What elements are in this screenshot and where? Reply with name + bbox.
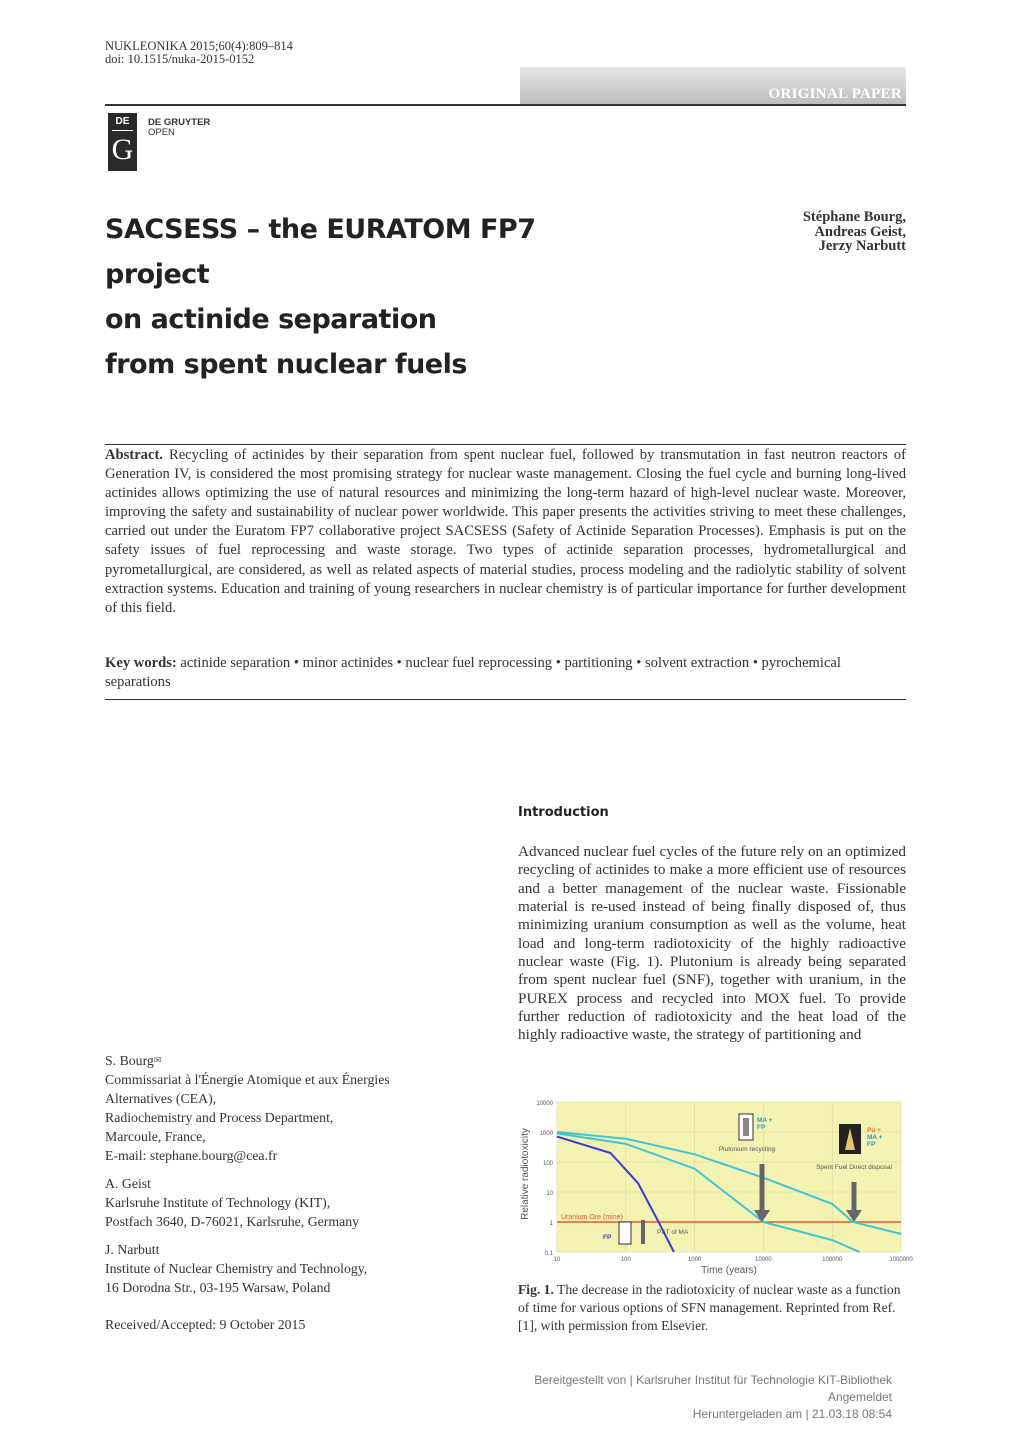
abstract-text: Recycling of actinides by their separation from spent nuclear fuel, followed by transmutation in fast neutron reactors of Generation IV, is considered the most promising strategy for nuclear waste management. Closing the fuel cycle and burning long-lived actinides allows optimizing the use of natural resources and minimizing the long-term hazard of high-level nuclear waste. Moreover, improving the safety and sustainability of nuclear power worldwide. This paper presents the activities striving to meet these challenges, carried out under the Euratom FP7 collaborative project SACSESS (Safety of Actinide Separation Processes). Emphasis is put on the safety issues of fuel reprocessing and waste storage. Two types of actinide separation processes, hydrometallurgical and pyrometallurgical, are considered, as well as related aspects of material studies, process modeling and the radiolytic stability of solvent extraction systems. Education and training of young researchers in nuclear chemistry is of particular importance for further development of this field. <box>105 447 906 616</box>
pt-ma-label: P&T of MA <box>657 1229 689 1236</box>
logo-mark-bottom: G <box>111 133 134 166</box>
pu-ma-fp-label: Pu + <box>867 1127 881 1134</box>
ma-fp-label: MA + <box>757 1117 773 1124</box>
introduction-text: Advanced nuclear fuel cycles of the future rely on an optimized recycling of actinides to make a more efficient use of resources and a better management of the nuclear waste. Fissionable material is re-used instead of being finally disposed of, thus minimizing uranium consumption as well as the volume, heat load and long-term radiotoxicity of the highly radioactive nuclear waste (Fig. 1). Plutonium is already being separated from spent nuclear fuel (SNF), together with uranium, in the PUREX process and recycled into MOX fuel. To provide further reduction of radiotoxicity and the heat load of the highly radioactive waste, the strategy of partitioning and <box>518 843 906 1044</box>
publisher-logo-mark <box>108 113 137 171</box>
affiliation-narbutt <box>105 1240 485 1297</box>
affiliation-line: Alternatives (CEA), <box>105 1091 217 1106</box>
affiliation-line: Commissariat à l'Énergie Atomique et aux Énergies <box>105 1072 390 1087</box>
logo-mark-top: DE <box>115 116 130 127</box>
y-tick-label: 10000 <box>536 1101 553 1107</box>
x-tick-label: 100 <box>620 1257 631 1263</box>
title-line-1: SACSESS – the EURATOM FP7 project <box>105 214 536 290</box>
abstract-bottom-rule <box>105 699 906 700</box>
download-footer <box>534 1372 892 1423</box>
header-rule <box>105 104 906 106</box>
abstract <box>105 446 906 618</box>
publisher-name-sub: OPEN <box>148 127 175 138</box>
affiliation-line: Postfach 3640, D-76021, Karlsruhe, Germany <box>105 1214 360 1229</box>
footer-line: Bereitgestellt von | Karlsruher Institut für Technologie KIT-Bibliothek <box>534 1373 892 1387</box>
affiliation-line: Karlsruhe Institute of Technology (KIT), <box>105 1195 331 1210</box>
affiliation-line: Institute of Nuclear Chemistry and Technology, <box>105 1261 368 1276</box>
x-tick-label: 10 <box>553 1257 561 1263</box>
envelope-icon: ✉ <box>153 1055 162 1065</box>
affiliation-bourg <box>105 1051 485 1165</box>
figure-caption <box>518 1281 910 1336</box>
keywords <box>105 654 906 692</box>
y-tick-label: 1000 <box>539 1131 553 1137</box>
publisher-name <box>148 118 210 138</box>
x-tick-label: 100000 <box>822 1257 843 1263</box>
affiliation-email[interactable]: E-mail: stephane.bourg@cea.fr <box>105 1148 278 1163</box>
doi-line: doi: 10.1515/nuka-2015-0152 <box>105 52 255 66</box>
x-tick-label: 1000 <box>687 1257 702 1263</box>
paper-title <box>105 207 565 387</box>
y-axis-label: Relative radiotoxicity <box>520 1128 531 1220</box>
x-tick-label: 10000 <box>755 1257 772 1263</box>
keywords-text: actinide separation • minor actinides • nuclear fuel reprocessing • partitioning • solvent extraction • pyrochemical separations <box>105 655 841 691</box>
ma-fp-label: FP <box>757 1124 766 1131</box>
author-name: Jerzy Narbutt <box>818 238 906 254</box>
section-heading: Introduction <box>518 805 609 820</box>
affiliation-line: Radiochemistry and Process Department, <box>105 1110 334 1125</box>
reference-line-label: Uranium Ore (mine) <box>561 1214 623 1221</box>
y-tick-label: 100 <box>542 1161 553 1167</box>
x-axis-label: Time (years) <box>701 1265 757 1276</box>
abstract-label: Abstract. <box>105 447 163 463</box>
abstract-top-rule <box>105 444 906 445</box>
section-label: ORIGINAL PAPER <box>768 86 902 102</box>
affiliation-geist <box>105 1174 485 1231</box>
section-banner <box>520 67 906 105</box>
y-tick-label: 0,1 <box>544 1251 553 1257</box>
footer-line: Heruntergeladen am | 21.03.18 08:54 <box>692 1407 892 1421</box>
keywords-label: Key words: <box>105 655 177 671</box>
fp-label: FP <box>603 1234 612 1241</box>
title-line-3: from spent nuclear fuels <box>105 349 467 380</box>
affiliation-name: A. Geist <box>105 1176 151 1191</box>
x-tick-label: 1000000 <box>889 1257 913 1263</box>
y-tick-label: 1 <box>549 1221 553 1227</box>
footer-line: Angemeldet <box>827 1390 892 1404</box>
title-line-2: on actinide separation <box>105 304 437 335</box>
pu-ma-fp-label: FP <box>867 1141 876 1148</box>
fuel-pin-icon <box>619 1222 631 1244</box>
author-name: Stéphane Bourg, <box>802 209 906 225</box>
radiotoxicity-chart <box>519 1094 913 1276</box>
figure-caption-label: Fig. 1. <box>518 1282 554 1297</box>
plutonium-recycling-label: Plutonium recycling <box>718 1146 776 1153</box>
figure-1 <box>519 1094 913 1276</box>
fuel-pin-icon-core <box>743 1118 749 1136</box>
logo-divider <box>112 130 133 131</box>
figure-caption-text: The decrease in the radiotoxicity of nuclear waste as a function of time for various options of SFN management. Reprinted from Ref. [1], with permission from Elsevier. <box>518 1282 901 1334</box>
affiliation-name: S. Bourg✉ <box>105 1053 162 1068</box>
author-name: Andreas Geist, <box>814 223 906 240</box>
affiliation-line: Marcoule, France, <box>105 1129 206 1144</box>
journal-citation <box>105 40 293 66</box>
affiliation-name: J. Narbutt <box>105 1242 160 1257</box>
y-tick-label: 10 <box>546 1191 553 1197</box>
pu-ma-fp-label: MA + <box>867 1134 883 1141</box>
journal-line: NUKLEONIKA 2015;60(4):809–814 <box>105 39 293 53</box>
spent-fuel-label: Spent Fuel Direct disposal <box>816 1164 892 1171</box>
publisher-name-main: DE GRUYTER <box>148 117 211 128</box>
received-date: Received/Accepted: 9 October 2015 <box>105 1317 306 1332</box>
author-list <box>803 210 906 254</box>
affiliation-line: 16 Dorodna Str., 03-195 Warsaw, Poland <box>105 1280 331 1295</box>
